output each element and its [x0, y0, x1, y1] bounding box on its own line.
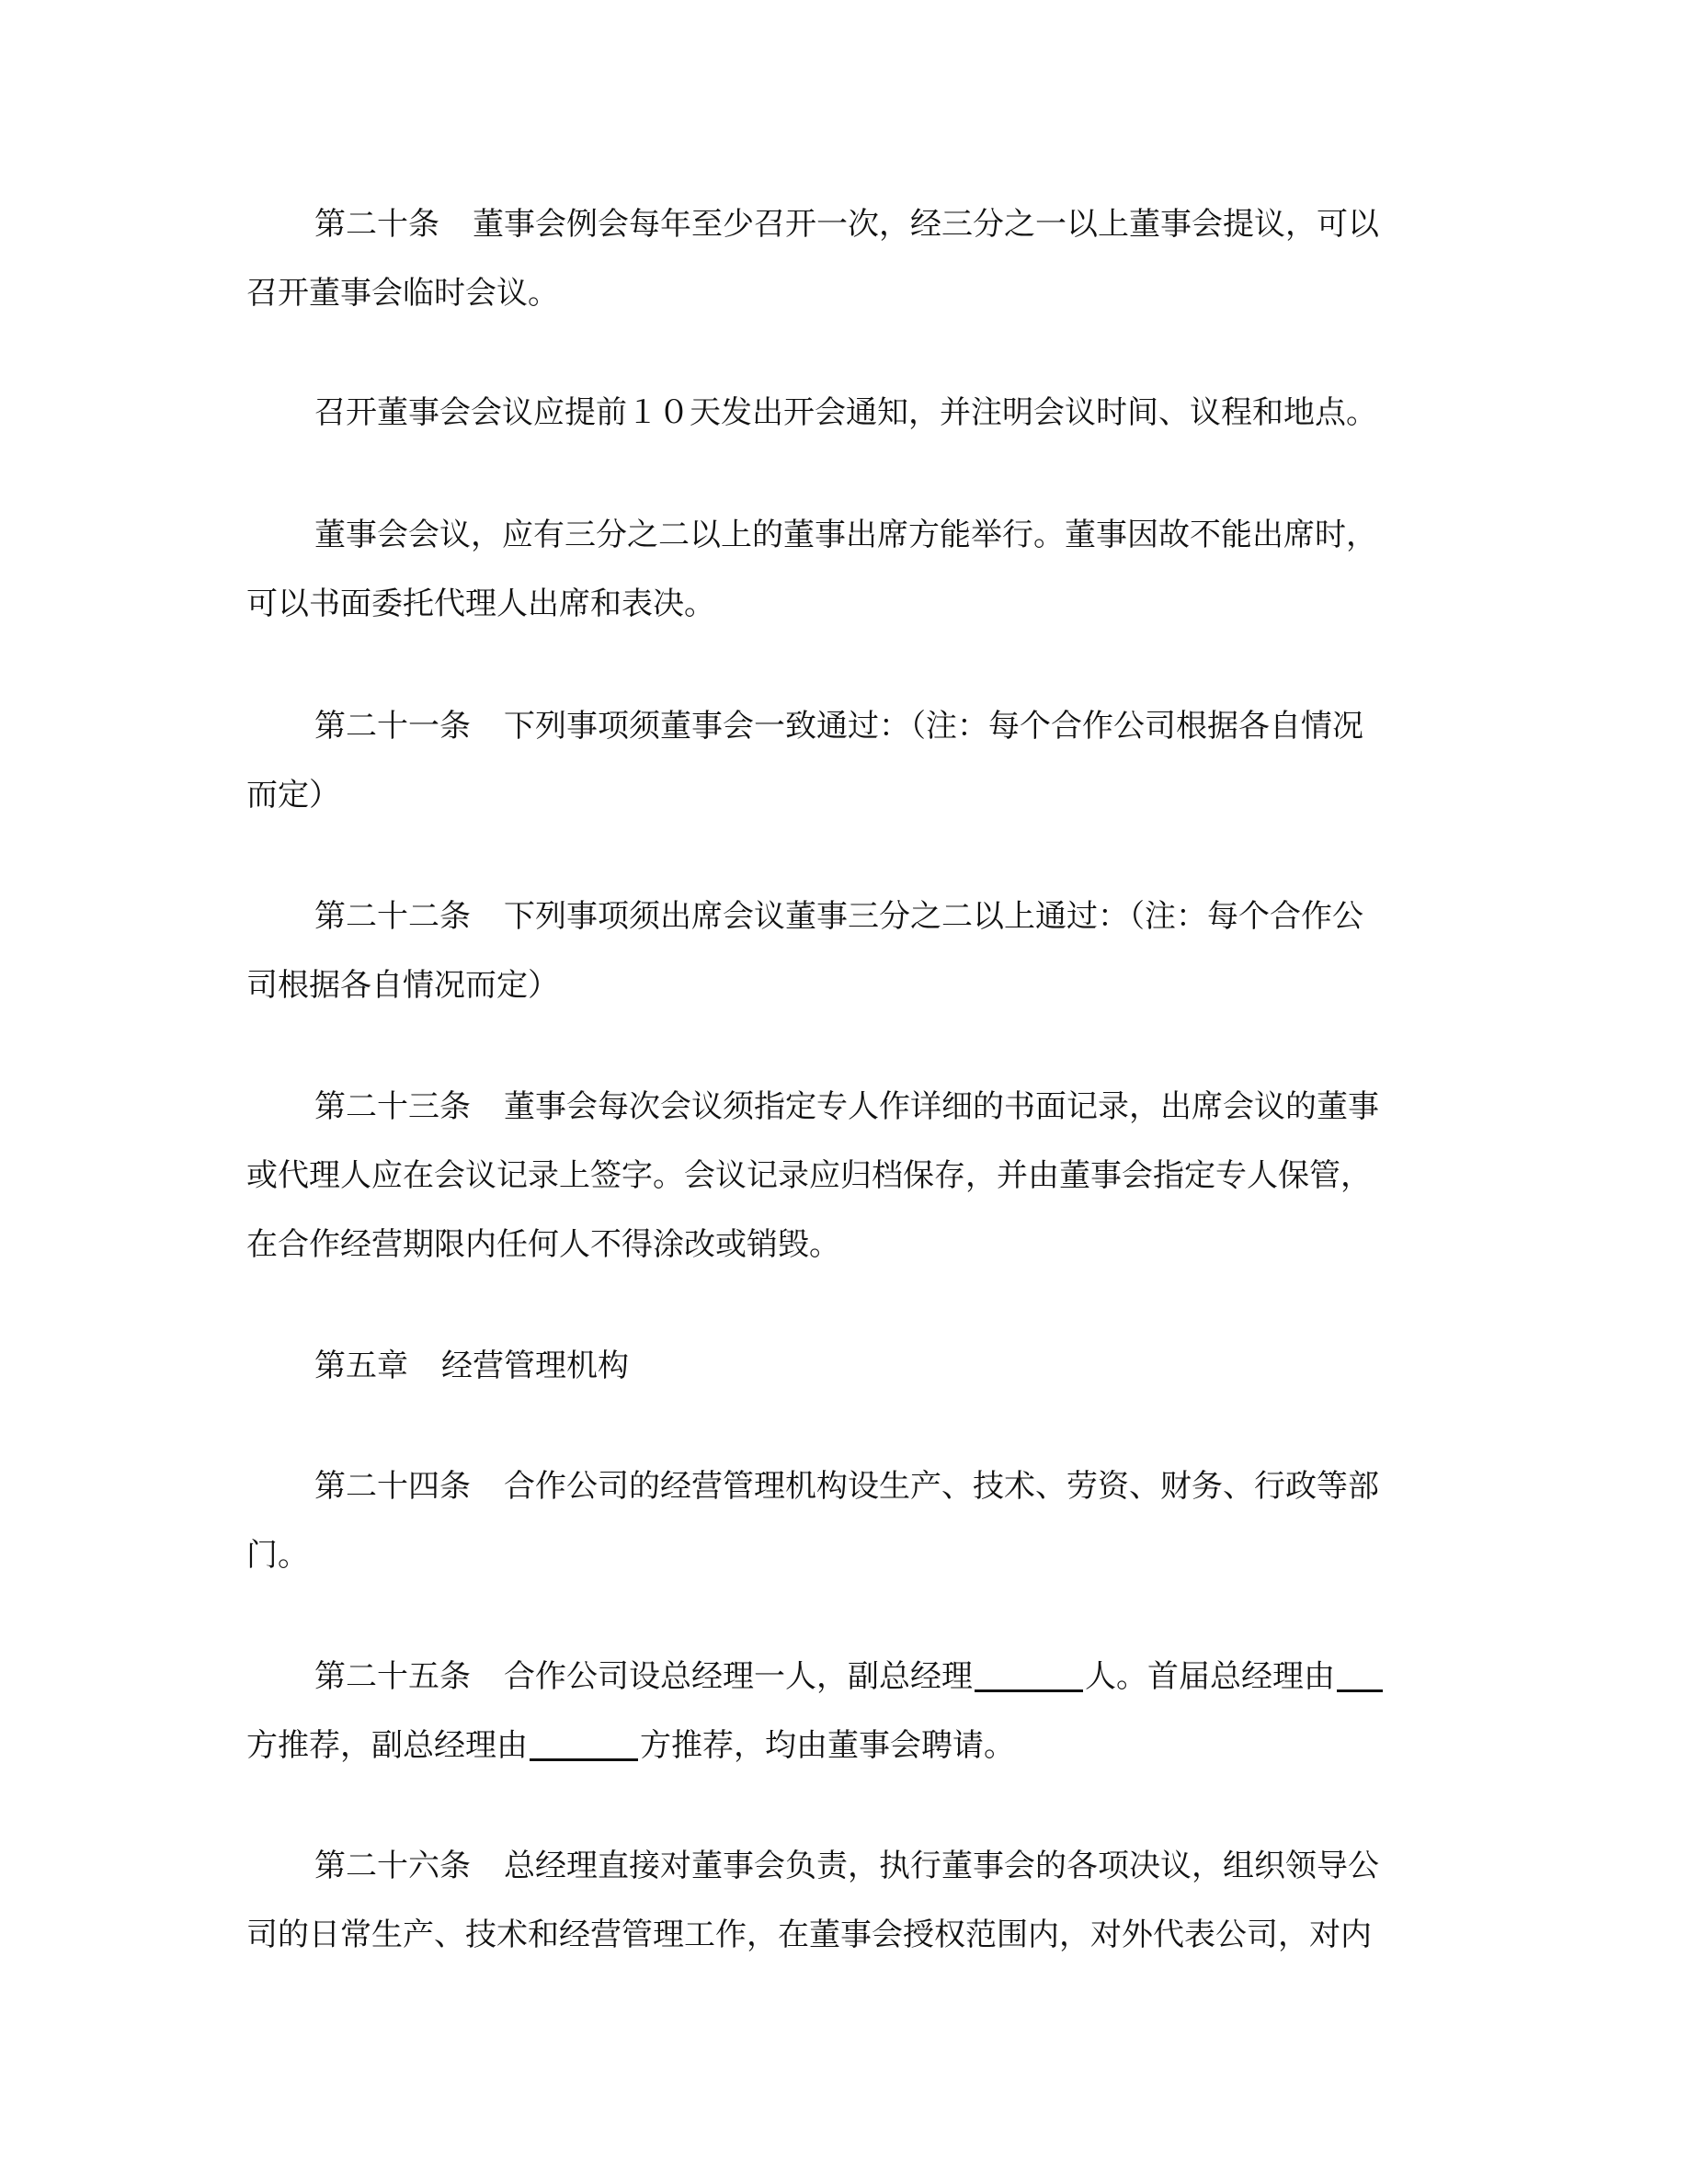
- article-text-line: 下列事项须董事会一致通过：（注：每个合作公司根据各自情况: [504, 708, 1363, 745]
- article-text-line: 在合作经营期限内任何人不得涂改或销毁。: [246, 1226, 840, 1263]
- article-text-line: 董事会例会每年至少召开一次，经三分之一以上董事会提议，可以: [473, 206, 1379, 243]
- article-text-line: 或代理人应在会议记录上签字。会议记录应归档保存，并由董事会指定专人保管，: [246, 1157, 1372, 1194]
- article-22: [246, 882, 1442, 1020]
- paragraph-text-line: 召开董事会会议应提前１０天发出开会通知，并注明会议时间、议程和地点。: [314, 394, 1377, 431]
- article-25: [246, 1643, 1442, 1780]
- paragraph-text-line: 董事会会议，应有三分之二以上的董事出席方能举行。董事因故不能出席时，: [314, 517, 1377, 553]
- article-21: [246, 692, 1442, 830]
- article-text-segment: 方推荐，副总经理由: [246, 1727, 528, 1764]
- article-heading: 第二十条: [314, 206, 439, 243]
- article-text-segment: 人。首届总经理由: [1085, 1658, 1335, 1695]
- article-heading: 第二十一条: [314, 708, 471, 745]
- article-text-line: 董事会每次会议须指定专人作详细的书面记录，出席会议的董事: [504, 1088, 1379, 1125]
- article-heading: 第二十二条: [314, 898, 471, 935]
- article-26: [246, 1832, 1442, 1970]
- paragraph-text-line: 可以书面委托代理人出席和表决。: [246, 586, 715, 622]
- fill-blank-vice-manager-count[interactable]: [975, 1658, 1083, 1692]
- article-text-line: 总经理直接对董事会负责，执行董事会的各项决议，组织领导公: [504, 1848, 1379, 1884]
- article-text-segment: 合作公司设总经理一人，副总经理: [504, 1658, 973, 1695]
- chapter-number: 第五章: [314, 1348, 408, 1384]
- article-heading: 第二十四条: [314, 1468, 471, 1505]
- article-text-segment: 方推荐，均由董事会聘请。: [640, 1727, 1015, 1764]
- article-text-line: 下列事项须出席会议董事三分之二以上通过：（注：每个合作公: [504, 898, 1363, 935]
- fill-blank-manager-party[interactable]: [1337, 1658, 1383, 1692]
- article-text-line: 门。: [246, 1537, 309, 1574]
- article-text-line: 司的日常生产、技术和经营管理工作，在董事会授权范围内，对外代表公司，对内: [246, 1917, 1372, 1953]
- article-heading: 第二十三条: [314, 1088, 471, 1125]
- article-text-line: 召开董事会临时会议。: [246, 275, 559, 312]
- article-23: [246, 1073, 1442, 1280]
- article-heading: 第二十五条: [314, 1658, 471, 1695]
- article-text-line: 合作公司的经营管理机构设生产、技术、劳资、财务、行政等部: [504, 1468, 1379, 1505]
- chapter-5-heading: [246, 1332, 1442, 1401]
- article-text-line: 而定）: [246, 777, 340, 813]
- chapter-title: 经营管理机构: [441, 1348, 629, 1384]
- quorum-paragraph: [246, 501, 1442, 639]
- article-20: [246, 190, 1442, 328]
- article-text-line: 司根据各自情况而定）: [246, 967, 559, 1004]
- article-heading: 第二十六条: [314, 1848, 471, 1884]
- meeting-notice-paragraph: [246, 379, 1442, 448]
- article-24: [246, 1452, 1442, 1590]
- fill-blank-vice-manager-party[interactable]: [530, 1727, 638, 1761]
